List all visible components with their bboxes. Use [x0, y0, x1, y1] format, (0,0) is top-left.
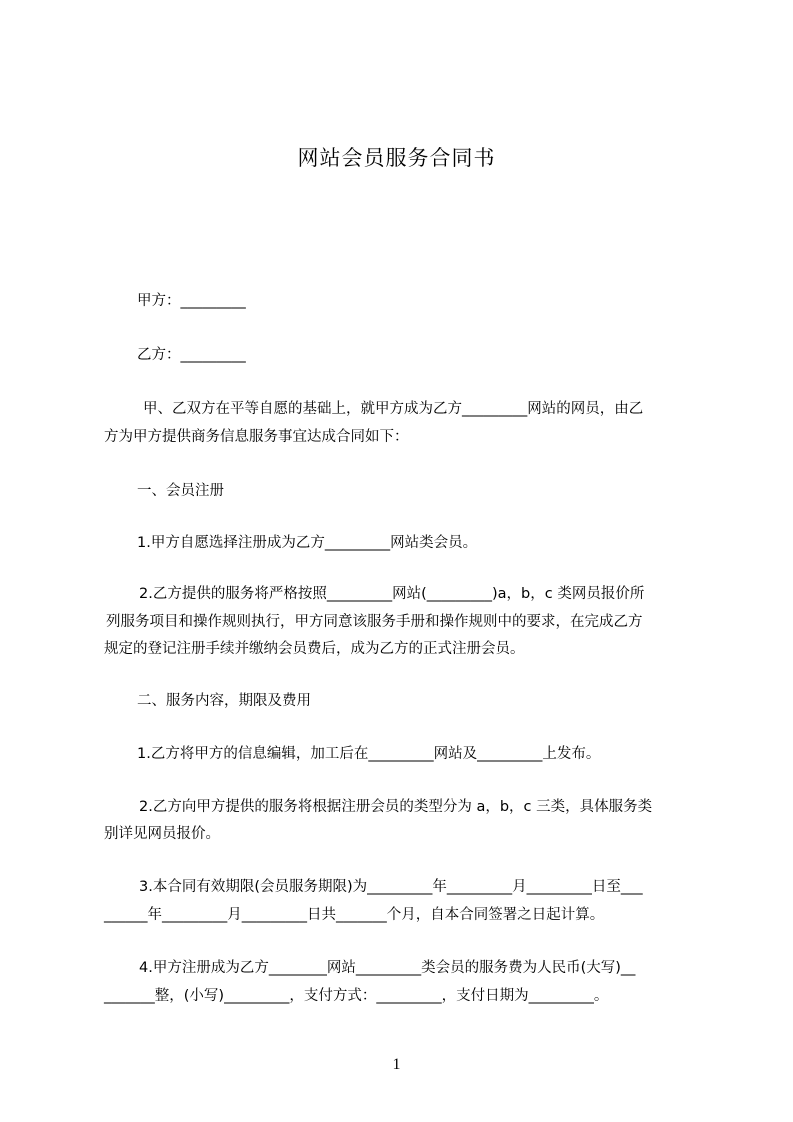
preamble-line-1: 甲、乙双方在平等自愿的基础上，就甲方成为乙方_________网站的网员，由乙 [143, 401, 644, 417]
clause-1-2-line-1: 2.乙方提供的服务将严格按照_________网站(_________)a，b，c 类网员报价所 [139, 586, 645, 602]
clause-2-4-line-2: _______整，(小写)_________，支付方式：_________，支付日期为_________。 [104, 988, 609, 1004]
clause-2-3-line-2: ______年_________月_________日共_______个月，自本合同签署之日起计算。 [104, 907, 605, 923]
document-title: 网站会员服务合同书 [297, 146, 496, 170]
section-heading-services: 二、服务内容，期限及费用 [137, 693, 311, 709]
page-number: 1 [392, 1056, 401, 1073]
clause-2-2-line-1: 2.乙方向甲方提供的服务将根据注册会员的类型分为 a，b，c 三类，具体服务类 [139, 799, 653, 815]
preamble-line-2: 方为甲方提供商务信息服务事宜达成合同如下： [104, 429, 409, 445]
clause-2-2-line-2: 别详见网员报价。 [104, 826, 220, 842]
clause-1-1: 1.甲方自愿选择注册成为乙方_________网站类会员。 [137, 535, 478, 551]
party-b-line: 乙方：_________ [137, 347, 246, 363]
clause-2-4-line-1: 4.甲方注册成为乙方________网站_________类会员的服务费为人民币(大写)__ [139, 960, 636, 976]
section-heading-registration: 一、会员注册 [137, 483, 224, 499]
clause-2-1: 1.乙方将甲方的信息编辑，加工后在_________网站及_________上发布。 [137, 746, 601, 762]
clause-1-2-line-3: 规定的登记注册手续并缴纳会员费后，成为乙方的正式注册会员。 [104, 641, 525, 657]
clause-2-3-line-1: 3.本合同有效期限(会员服务期限)为_________年_________月_________日至___ [139, 879, 643, 895]
clause-1-2-line-2: 列服务项目和操作规则执行，甲方同意该服务手册和操作规则中的要求，在完成乙方 [106, 614, 643, 630]
party-a-line: 甲方：_________ [137, 293, 246, 309]
